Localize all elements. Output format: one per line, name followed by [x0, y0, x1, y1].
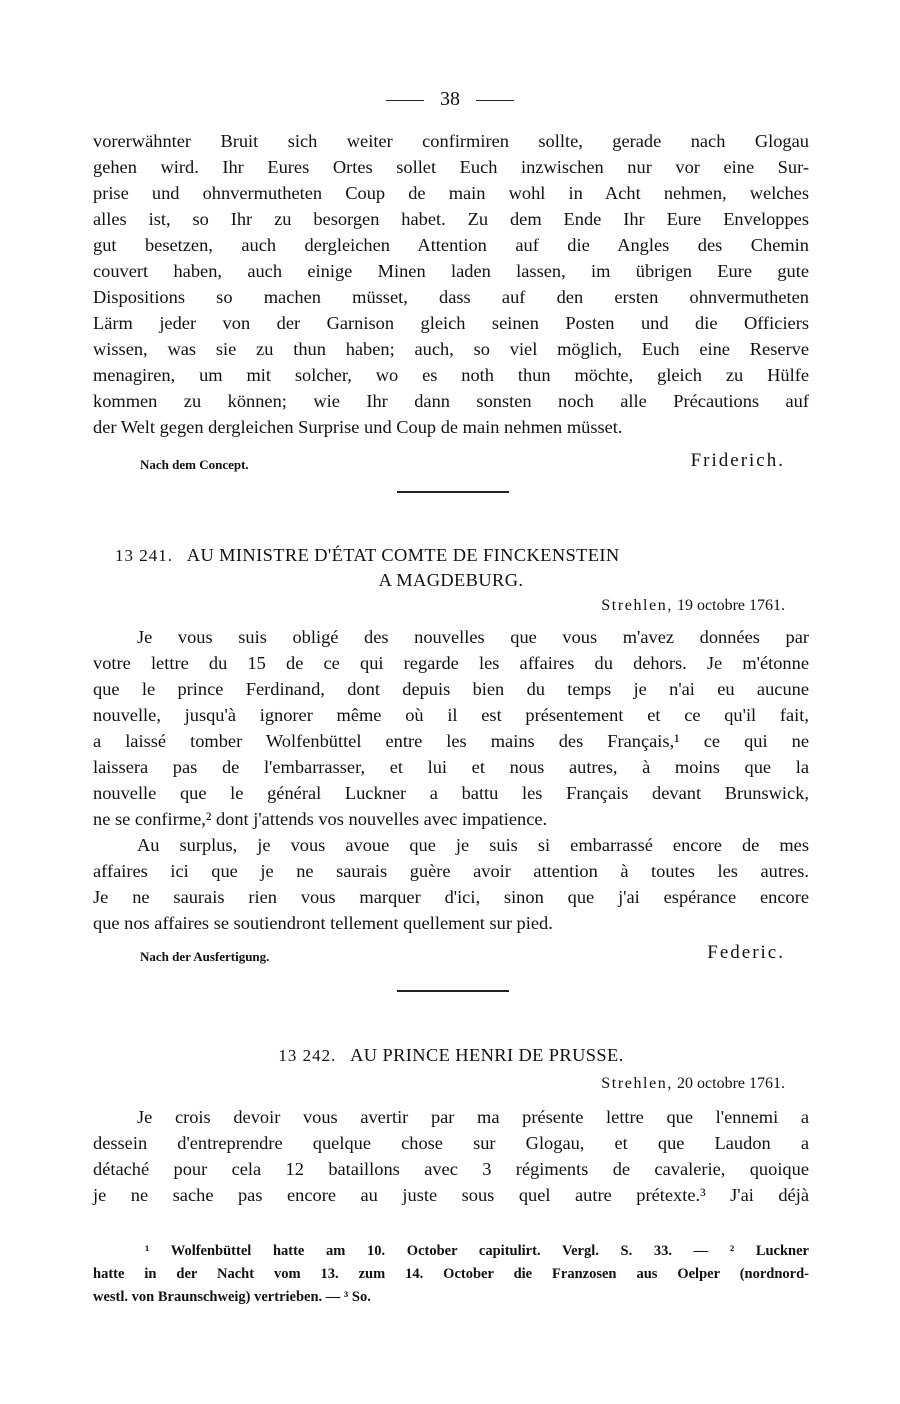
text-line: couvert haben, auch einige Minen laden lassen, im übrigen Eure gute: [93, 261, 809, 281]
footnote-line: hatte in der Nacht vom 13. zum 14. October die Franzosen aus Oelper (nordnord-: [93, 1266, 809, 1282]
date-day: 20 octobre 1761.: [677, 1075, 785, 1092]
text-line: Je crois devoir vous avertir par ma présente lettre que l'ennemi a: [137, 1107, 809, 1127]
letter-title-line2: A MAGDEBURG.: [378, 570, 524, 590]
footnote-line: westl. von Braunschweig) vertrieben. — ³ So.: [93, 1289, 371, 1305]
footnotes: [93, 1240, 809, 1309]
text-line: Au surplus, je vous avoue que je suis si embarrassé encore de mes: [137, 835, 809, 855]
letter-heading: [93, 1043, 809, 1068]
page-number-row: [0, 86, 900, 112]
text-line: gut besetzen, auch dergleichen Attention auf die Angles des Chemin: [93, 235, 809, 255]
text-line: Lärm jeder von der Garnison gleich seinen Posten und die Officiers: [93, 313, 809, 333]
source-note: Nach dem Concept.: [140, 457, 249, 472]
letter-title: AU MINISTRE D'ÉTAT COMTE DE FINCKENSTEIN: [186, 545, 620, 565]
text-line: nouvelle, jusqu'à ignorer même où il est présentement et ce qu'il fait,: [93, 705, 809, 725]
letter-title: AU PRINCE HENRI DE PRUSSE.: [350, 1045, 624, 1065]
text-line: wissen, was sie zu thun haben; auch, so viel möglich, Euch eine Reserve: [93, 339, 809, 359]
text-line: prise und ohnvermutheten Coup de main wohl in Acht nehmen, welches: [93, 183, 809, 203]
text-line: votre lettre du 15 de ce qui regarde les affaires du dehors. Je m'étonne: [93, 653, 809, 673]
text-line: je ne sache pas encore au juste sous quel autre prétexte.³ J'ai déjà: [93, 1185, 809, 1205]
footnote-line: ¹ Wolfenbüttel hatte am 10. October capitulirt. Vergl. S. 33. — ² Luckner: [145, 1243, 809, 1259]
text-line: nouvelle que le général Luckner a battu les Français devant Brunswick,: [93, 783, 809, 803]
text-line: menagiren, um mit solcher, wo es noth thun möchte, gleich zu Hülfe: [93, 365, 809, 385]
text-line: affaires ici que je ne saurais guère avoir attention à toutes les autres.: [93, 861, 809, 881]
text-line: der Welt gegen dergleichen Surprise und Coup de main nehmen müsset.: [93, 417, 623, 437]
date-place: Strehlen,: [601, 1075, 674, 1092]
section-divider: [397, 990, 509, 992]
page-number-dash-right: [476, 100, 514, 102]
letter-signature-row: [93, 940, 809, 966]
letter-heading: [93, 543, 809, 568]
text-line: laissera pas de l'embarrasser, et lui et nous autres, à moins que la: [93, 757, 809, 777]
text-line: Dispositions so machen müsset, dass auf den ersten ohnvermutheten: [93, 287, 809, 307]
text-line: gehen wird. Ihr Eures Ortes sollet Euch inzwischen nur vor eine Sur-: [93, 157, 809, 177]
signature: Federic.: [707, 942, 785, 963]
page-number: 38: [440, 88, 460, 110]
text-line: détaché pour cela 12 bataillons avec 3 régiments de cavalerie, quoique: [93, 1159, 809, 1179]
letter-paragraph: [93, 832, 809, 936]
letter-paragraph: [93, 624, 809, 832]
text-line: Je ne saurais rien vous marquer d'ici, sinon que j'ai espérance encore: [93, 887, 809, 907]
continuation-paragraph: [93, 128, 809, 440]
date-day: 19 octobre 1761.: [677, 597, 785, 614]
signature: Friderich.: [690, 450, 785, 471]
text-line: alles ist, so Ihr zu besorgen habet. Zu dem Ende Ihr Eure Enveloppes: [93, 209, 809, 229]
text-line: Je vous suis obligé des nouvelles que vous m'avez données par: [137, 627, 809, 647]
dateline: [601, 595, 785, 617]
section-divider: [397, 491, 509, 493]
text-line: ne se confirme,² dont j'attends vos nouvelles avec impatience.: [93, 809, 548, 829]
text-line: que nos affaires se soutiendront tellement quellement sur pied.: [93, 913, 553, 933]
date-place: Strehlen,: [601, 597, 674, 614]
text-line: vorerwähnter Bruit sich weiter confirmiren sollte, gerade nach Glogau: [93, 131, 809, 151]
letter-number: 13 242.: [278, 1046, 337, 1065]
text-line: a laissé tomber Wolfenbüttel entre les mains des Français,¹ ce qui ne: [93, 731, 809, 751]
source-note: Nach der Ausfertigung.: [140, 949, 270, 964]
continuation-signature-row: [93, 448, 809, 474]
page-number-dash-left: [386, 100, 424, 102]
text-line: dessein d'entreprendre quelque chose sur Glogau, et que Laudon a: [93, 1133, 809, 1153]
dateline: [601, 1073, 785, 1095]
letter-paragraph: [93, 1104, 809, 1208]
text-line: que le prince Ferdinand, dont depuis bien du temps je n'ai eu aucune: [93, 679, 809, 699]
text-line: kommen zu können; wie Ihr dann sonsten noch alle Précautions auf: [93, 391, 809, 411]
letter-number: 13 241.: [115, 546, 173, 565]
